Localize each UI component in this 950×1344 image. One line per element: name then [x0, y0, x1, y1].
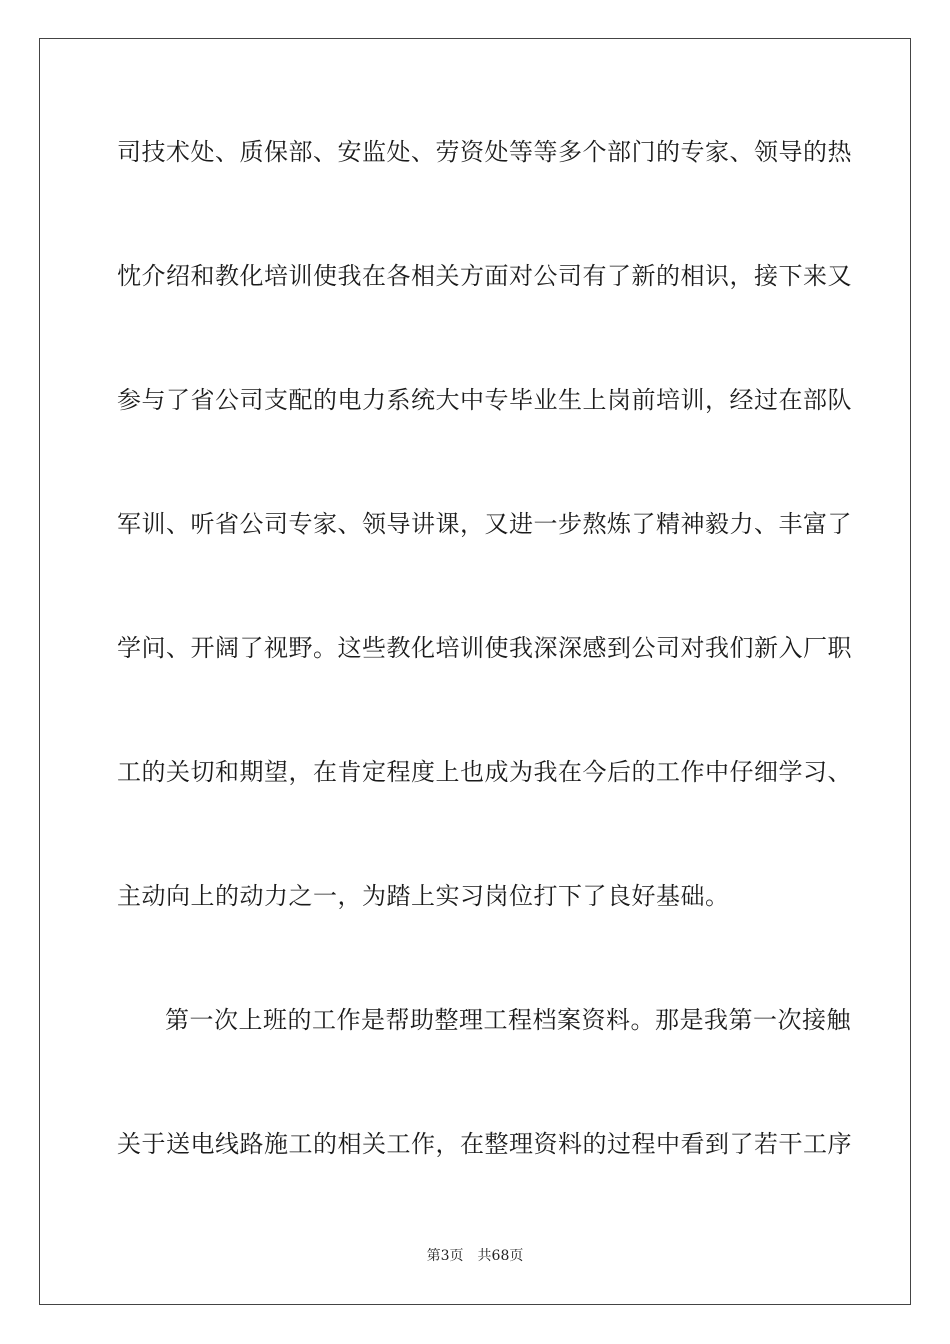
body-text-line-9: 关于送电线路施工的相关工作，在整理资料的过程中看到了若干工序 [117, 1130, 852, 1158]
body-text-line-3: 参与了省公司支配的电力系统大中专毕业生上岗前培训，经过在部队 [117, 386, 852, 414]
body-text-line-4: 军训、听省公司专家、领导讲课，又进一步熬炼了精神毅力、丰富了 [117, 510, 852, 538]
body-text-line-2: 忱介绍和教化培训使我在各相关方面对公司有了新的相识，接下来又 [117, 262, 852, 290]
page-number: 第3页 [426, 1248, 464, 1264]
page-footer [0, 1246, 950, 1266]
body-text-line-6: 工的关切和期望，在肯定程度上也成为我在今后的工作中仔细学习、 [117, 758, 852, 786]
page-total: 共68页 [477, 1248, 524, 1264]
body-text-line-7: 主动向上的动力之一，为踏上实习岗位打下了良好基础。 [117, 882, 730, 910]
page-border [39, 38, 911, 1305]
body-text-line-1: 司技术处、质保部、安监处、劳资处等等多个部门的专家、领导的热 [117, 138, 852, 166]
body-text-line-8: 第一次上班的工作是帮助整理工程档案资料。那是我第一次接触 [165, 1006, 851, 1034]
body-text-line-5: 学问、开阔了视野。这些教化培训使我深深感到公司对我们新入厂职 [117, 634, 852, 662]
